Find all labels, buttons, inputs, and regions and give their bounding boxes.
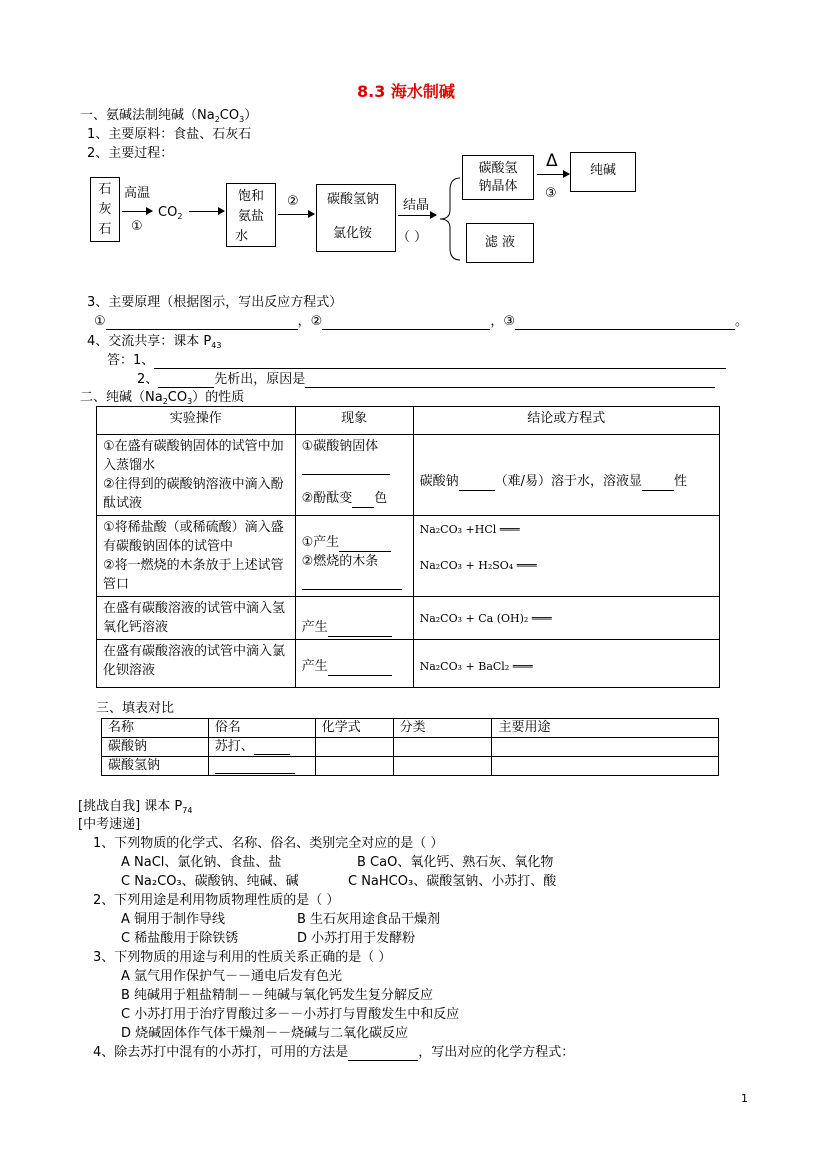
q2-option-a: A 铜用于制作导线 [121, 912, 226, 927]
q3-option-d: D 烧碱固体作气体干燥剂－－烧碱与二氧化碳反应 [121, 1026, 409, 1041]
page-title: 8.3 海水制碱 [357, 82, 455, 101]
bicarbonate-crystal-box: 碳酸氢 钠晶体 [462, 155, 534, 200]
step-1-marker: ① [131, 219, 143, 234]
q2-option-c: C 稀盐酸用于除铁锈 [121, 931, 239, 946]
q3-option-b: B 纯碱用于粗盐精制－－纯碱与氧化钙发生复分解反应 [121, 988, 434, 1003]
q2-option-b: B 生石灰用途食品干燥剂 [297, 912, 441, 927]
question-3: 3、下列物质的用途与利用的性质关系正确的是（ ） [93, 950, 392, 965]
soda-ash-box: 纯碱 [570, 152, 636, 192]
header-phenomenon: 现象 [295, 407, 413, 435]
filtrate-box: 滤 液 [466, 223, 534, 263]
step-3-marker: ③ [545, 186, 557, 201]
q3-option-c: C 小苏打用于治疗胃酸过多－－小苏打与胃酸发生中和反应 [121, 1007, 460, 1022]
arrow-3 [278, 214, 314, 215]
arrow-2 [189, 211, 224, 212]
arrow-4 [398, 215, 436, 216]
crystallize-label: 结晶 [403, 198, 430, 213]
q3-option-a: A 氩气用作保护气－－通电后发有色光 [121, 969, 343, 984]
branch-brace [436, 176, 462, 262]
table-row: ①在盛有碳酸钠固体的试管中加入蒸馏水 ②往得到的碳酸钠溶液中滴入酚酞试液 ①碳酸钠固体 ②酚酞变 色 碳酸钠 （难/易）溶于水，溶液显 性 [97, 435, 720, 516]
co2-label: $CO_2$ [158, 205, 183, 221]
header-operation: 实验操作 [97, 407, 296, 435]
arrow-1 [122, 211, 152, 212]
q1-option-d: C NaHCO₃、碳酸氢钠、小苏打、酸 [348, 874, 557, 889]
ammonia-brine-box: 饱和 氨盐 水 [226, 183, 276, 247]
challenge-label: [挑战自我] 课本 $P_{74}$ [78, 799, 193, 815]
page-number: 1 [741, 1092, 748, 1105]
table-row: 碳酸钠 苏打、 [102, 738, 719, 757]
exchange-label: 4、交流共享：课本 $P_{43}$ [87, 334, 222, 350]
step-2-marker: ② [287, 194, 299, 209]
question-2: 2、下列用途是利用物质物理性质的是（ ） [93, 893, 340, 908]
q1-option-b: B CaO、氧化钙、熟石灰、氧化物 [357, 855, 554, 870]
limestone-box: 石 灰 石 [90, 177, 120, 242]
principle-label: 3、主要原理（根据图示，写出反应方程式） [87, 295, 343, 310]
delta-symbol: Δ [546, 151, 558, 171]
raw-materials: 1、主要原料：食盐、石灰石 [87, 127, 252, 142]
answer-1: 答：1、 [107, 352, 726, 369]
header-conclusion: 结论或方程式 [413, 407, 719, 435]
question-4: 4、除去苏打中混有的小苏打，可用的方法是 ，写出对应的化学方程式： [93, 1045, 575, 1060]
table-row: 碳酸氢钠 [102, 757, 719, 776]
process-label: 2、主要过程： [87, 146, 174, 161]
exam-label: [中考速递] [78, 817, 141, 832]
properties-table [96, 406, 720, 688]
table-row: ①将稀盐酸（或稀硫酸）滴入盛有碳酸钠固体的试管中 ②将一燃烧的木条放于上述试管管口 ①产生 ②燃烧的木条 Na₂CO₃ +HCl ═══ Na₂CO₃ + H₂SO₄ ═══ [97, 516, 720, 597]
answer-2: 2、 先析出，原因是 [137, 371, 715, 388]
section-1-heading: 一、氨碱法制纯碱$(Na_2CO_3)$ [80, 108, 258, 124]
equation-blanks: ① ，② ，③ 。 [94, 314, 748, 329]
table-row: 在盛有碳酸溶液的试管中滴入氯化钡溶液 产生 Na₂CO₃ + BaCl₂ ═══ [97, 640, 720, 688]
unknown-product-blank: （ ） [397, 230, 428, 245]
q1-option-c: C Na₂CO₃、碳酸钠、纯碱、碱 [121, 874, 299, 889]
section-3-heading: 三、填表对比 [96, 701, 175, 716]
arrow-5 [537, 174, 569, 175]
high-temp-label: 高温 [124, 186, 151, 201]
q2-option-d: D 小苏打用于发酵粉 [297, 931, 416, 946]
mixture-box: 碳酸氢钠 氯化铵 [316, 184, 396, 252]
q1-option-a: A NaCl、氯化钠、食盐、盐 [121, 855, 282, 870]
section-2-heading: 二、纯碱$(Na_2CO_3)$的性质 [80, 390, 245, 406]
comparison-table: 名称 俗名 化学式 分类 主要用途 碳酸钠 苏打、 碳酸氢钠 [101, 718, 719, 776]
table-row: 在盛有碳酸溶液的试管中滴入氢氧化钙溶液 产生 Na₂CO₃ + Ca (OH)₂ ═══ [97, 597, 720, 640]
question-1: 1、下列物质的化学式、名称、俗名、类别完全对应的是（ ） [93, 836, 444, 851]
